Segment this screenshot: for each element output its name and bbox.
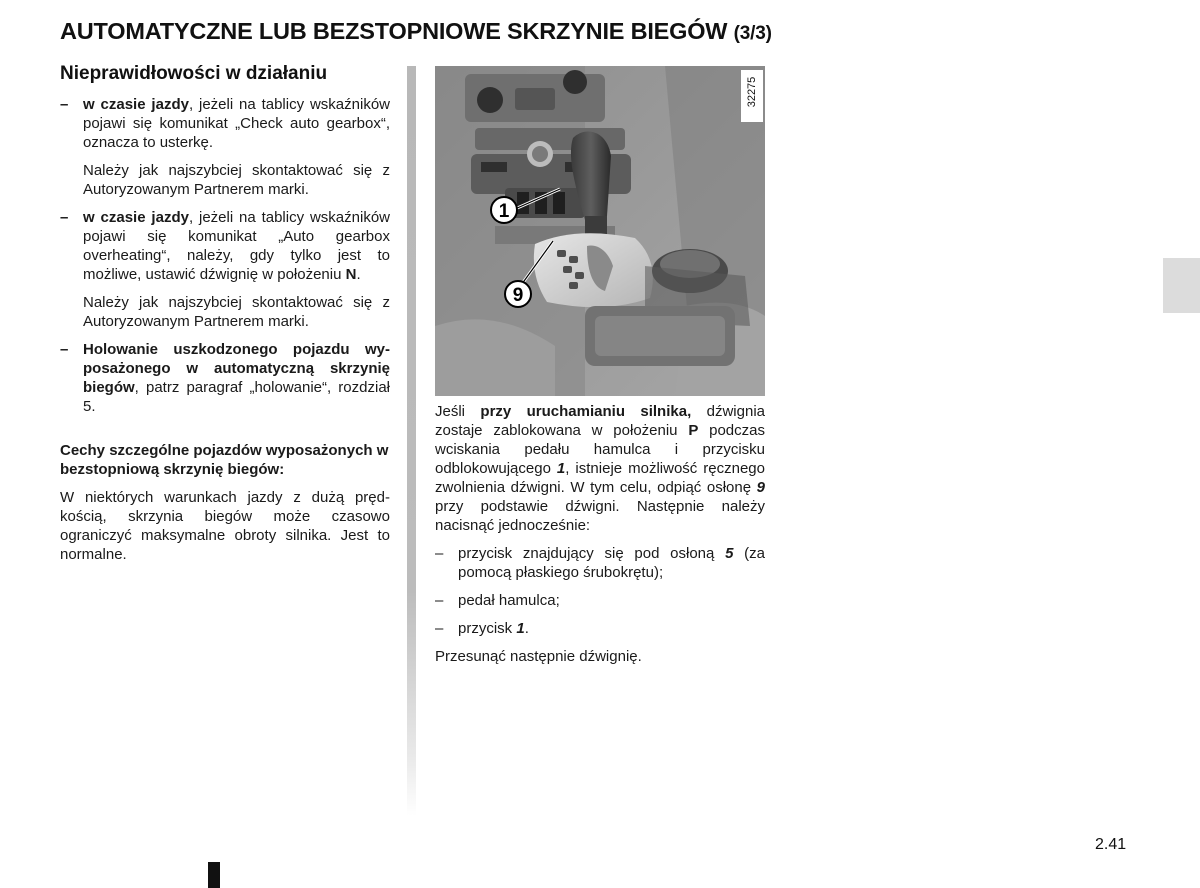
item-text: , jeżeli na tablicy wskaźników pojawi się komunikat „Check auto gearbox“, oznacza to usterkę. xyxy=(83,96,390,151)
intro-text: dźwignia zostaje zablokowana w położeniu xyxy=(435,403,765,439)
gear-lever-figure xyxy=(435,66,765,396)
left-column xyxy=(60,62,390,564)
step-ref: 1 xyxy=(516,620,525,637)
callout-9 xyxy=(505,281,531,307)
item-text: , patrz paragraf „holowanie“, rozdział 5. xyxy=(83,379,390,415)
list-item xyxy=(60,208,390,284)
paragraph: W niektórych warunkach jazdy z dużą prędkością, skrzynia biegów może czasowo ograniczyć maksymalne obroty silnika. Jest to normalne. xyxy=(60,489,390,563)
item-text-end: . xyxy=(356,266,361,283)
outro-paragraph: Przesunąć następnie dźwignię. xyxy=(435,648,642,665)
dash-bullet: – xyxy=(435,592,444,609)
page-number: 2.41 xyxy=(1095,836,1127,853)
list-item xyxy=(435,544,765,582)
subheading: Cechy szczególne pojazdów wyposażonych w bezstopniową skrzynię biegów: xyxy=(60,442,389,478)
right-column xyxy=(435,402,765,675)
step-text-end: . xyxy=(524,620,529,637)
title-text: AUTOMATYCZNE LUB BEZSTOPNIOWE SKRZYNIE BIEGÓW xyxy=(60,18,728,44)
intro-bold: przy uruchamianiu silnika, xyxy=(480,403,692,420)
intro-paragraph xyxy=(435,402,765,535)
step-text: przycisk znajdujący się pod osłoną xyxy=(458,545,726,562)
column-divider xyxy=(407,66,416,816)
step-text-end: (za pomocą płaskiego śrubokrętu); xyxy=(458,545,765,581)
item-note: Należy jak najszybciej skontaktować się z Autoryzowanym Partnerem marki. xyxy=(83,294,390,330)
item-note: Należy jak najszybciej skontaktować się z Autoryzowanym Partnerem marki. xyxy=(83,162,390,198)
crop-mark xyxy=(208,862,220,888)
step-text: przycisk xyxy=(458,620,517,637)
intro-ref: 9 xyxy=(756,479,765,496)
step-ref: 5 xyxy=(725,545,734,562)
item-bold: w czasie jazdy xyxy=(83,209,189,226)
intro-text: , istnieje możliwość ręcznego zwolnienia dźwigni. W tym celu, odpiąć osłonę xyxy=(435,460,765,496)
dash-bullet: – xyxy=(60,341,69,358)
dash-bullet: – xyxy=(60,209,69,226)
step-text: pedał hamulca; xyxy=(458,592,560,609)
item-bold-end: N xyxy=(345,266,357,283)
callout-label: 9 xyxy=(512,285,524,306)
dash-bullet: – xyxy=(435,545,444,562)
title-suffix: (3/3) xyxy=(733,23,772,44)
callout-label: 1 xyxy=(498,201,510,222)
figure-id-label xyxy=(741,70,763,122)
dash-bullet: – xyxy=(60,96,69,113)
item-bold: w czasie jazdy xyxy=(83,96,189,113)
list-item xyxy=(435,619,765,638)
chapter-tab-marker xyxy=(1163,258,1200,313)
figure-id-text: 32275 xyxy=(746,76,758,108)
dash-bullet: – xyxy=(435,620,444,637)
intro-ref: 1 xyxy=(556,460,566,477)
intro-text: podczas wciskania pedału hamulca i przycisku odblokowującego xyxy=(435,422,765,477)
list-item xyxy=(60,340,390,416)
list-item xyxy=(60,95,390,152)
page-title xyxy=(60,18,1160,45)
item-bold: Holowanie uszkodzonego pojazdu wyposażonego w automatyczną skrzynię biegów xyxy=(83,341,390,396)
section-heading: Nieprawidłowości w działaniu xyxy=(60,63,328,84)
intro-text: Jeśli xyxy=(435,403,481,420)
callout-1 xyxy=(491,197,517,223)
item-text: , jeżeli na tablicy wskaźników pojawi się komunikat „Auto gearbox overheating“, należy, gdy tylko jest to możliwe, ustawić dźwignię w położeniu xyxy=(83,209,390,283)
gear-lever-illustration xyxy=(435,66,765,396)
intro-text: przy podstawie dźwigni. Następnie należy nacisnąć jednocześnie: xyxy=(435,498,765,534)
list-item xyxy=(435,591,765,610)
intro-bold: P xyxy=(688,422,699,439)
